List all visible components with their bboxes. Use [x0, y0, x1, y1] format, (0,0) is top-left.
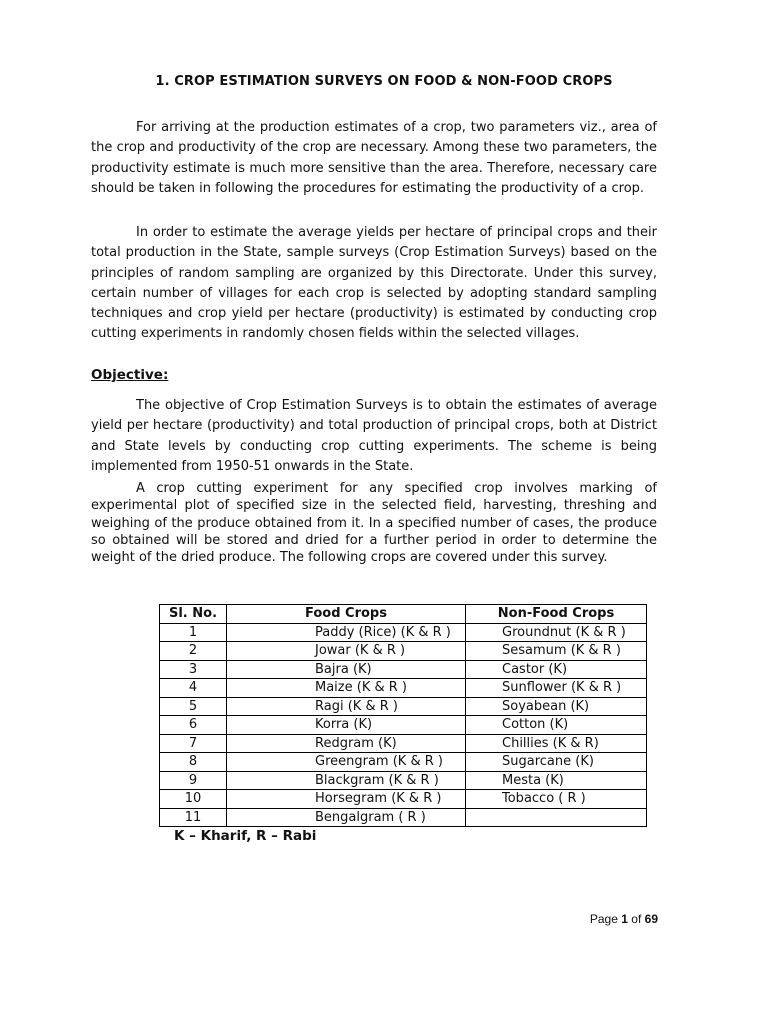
sl-no-cell: 8	[160, 753, 227, 772]
sl-no-cell: 10	[160, 790, 227, 809]
non-food-crop-cell: Soyabean (K)	[466, 697, 647, 716]
sl-no-cell: 4	[160, 679, 227, 698]
intro-paragraph-1: For arriving at the production estimates of a crop, two parameters viz., area of the crop and productivity of the crop are necessary. Among these two parameters, the productivity estimate is much more sensitive than the area. Therefore, necessary care should be taken in following the procedures for estimating the productivity of a crop.	[91, 120, 657, 196]
table-row	[160, 623, 647, 642]
food-crop-cell: Maize (K & R )	[227, 679, 466, 698]
crops-table	[159, 604, 647, 827]
sl-no-cell: 7	[160, 734, 227, 753]
table-row	[160, 697, 647, 716]
table-row	[160, 790, 647, 809]
page-word: Page	[589, 912, 618, 926]
non-food-crop-cell: Chillies (K & R)	[466, 734, 647, 753]
page-number: 1	[621, 912, 628, 926]
food-crop-cell: Korra (K)	[227, 716, 466, 735]
non-food-crop-cell: Mesta (K)	[466, 771, 647, 790]
food-crop-cell: Blackgram (K & R )	[227, 771, 466, 790]
non-food-crop-cell: Tobacco ( R )	[466, 790, 647, 809]
non-food-crop-cell: Sunflower (K & R )	[466, 679, 647, 698]
sl-no-cell: 3	[160, 660, 227, 679]
sl-no-cell: 1	[160, 623, 227, 642]
non-food-crop-cell: Castor (K)	[466, 660, 647, 679]
non-food-crop-cell: Sesamum (K & R )	[466, 642, 647, 661]
sl-no-cell: 6	[160, 716, 227, 735]
objective-paragraph-1: The objective of Crop Estimation Surveys is to obtain the estimates of average yield per hectare (productivity) and total production of principal crops, both at District and State levels by conducting crop cutting experiments. The scheme is being implemented from 1950-51 onwards in the State.	[91, 398, 657, 474]
table-row	[160, 753, 647, 772]
food-crop-cell: Jowar (K & R )	[227, 642, 466, 661]
table-row	[160, 808, 647, 827]
food-crop-cell: Ragi (K & R )	[227, 697, 466, 716]
sl-no-cell: 11	[160, 808, 227, 827]
table-row	[160, 771, 647, 790]
sl-no-cell: 2	[160, 642, 227, 661]
table-header-row	[160, 605, 647, 624]
table-body	[160, 623, 647, 827]
non-food-crop-cell: Sugarcane (K)	[466, 753, 647, 772]
page-footer	[590, 912, 658, 926]
sl-no-cell: 9	[160, 771, 227, 790]
non-food-crop-cell: Cotton (K)	[466, 716, 647, 735]
season-legend: K – Kharif, R – Rabi	[174, 828, 317, 844]
food-crop-cell: Redgram (K)	[227, 734, 466, 753]
food-crop-cell: Paddy (Rice) (K & R )	[227, 623, 466, 642]
objective-heading: Objective:	[91, 367, 169, 383]
table-row	[160, 679, 647, 698]
page-title: 1. CROP ESTIMATION SURVEYS ON FOOD & NON-FOOD CROPS	[155, 74, 613, 89]
table-row	[160, 734, 647, 753]
total-pages: 69	[644, 912, 658, 926]
sl-no-cell: 5	[160, 697, 227, 716]
table-row	[160, 716, 647, 735]
food-crop-cell: Greengram (K & R )	[227, 753, 466, 772]
non-food-crop-cell	[466, 808, 647, 827]
header-food-crops: Food Crops	[227, 605, 466, 624]
non-food-crop-cell: Groundnut (K & R )	[466, 623, 647, 642]
table-row	[160, 642, 647, 661]
food-crop-cell: Horsegram (K & R )	[227, 790, 466, 809]
food-crop-cell: Bengalgram ( R )	[227, 808, 466, 827]
table-row	[160, 660, 647, 679]
objective-paragraph-2: A crop cutting experiment for any specified crop involves marking of experimental plot of specified size in the selected field, harvesting, threshing and weighing of the produce obtained from it. In a specified number of cases, the produce so obtained will be stored and dried for a further period in order to determine the weight of the dried produce. The following crops are covered under this survey.	[91, 481, 657, 566]
food-crop-cell: Bajra (K)	[227, 660, 466, 679]
header-non-food-crops: Non-Food Crops	[466, 605, 647, 624]
intro-paragraph-2: In order to estimate the average yields per hectare of principal crops and their total production in the State, sample surveys (Crop Estimation Surveys) based on the principles of random sampling are organized by this Directorate. Under this survey, certain number of villages for each crop is selected by adopting standard sampling techniques and crop yield per hectare (productivity) is estimated by conducting crop cutting experiments in randomly chosen fields within the selected villages.	[91, 225, 657, 342]
header-sl-no: Sl. No.	[160, 605, 227, 624]
of-word: of	[631, 912, 642, 926]
